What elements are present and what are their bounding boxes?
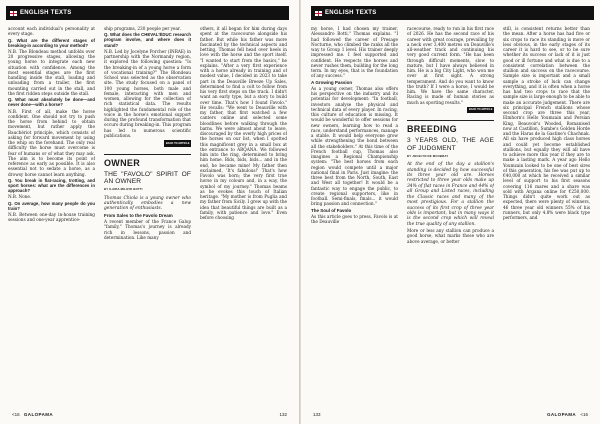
uk-flag-icon [10,11,17,16]
subheading: From Sales to the Favolo Dream [104,212,173,218]
interview-answer: N.B. None. [8,194,32,200]
section-title-breeding: BREEDING [407,124,457,135]
article-intro: At the end of the day a stallion's standing is decided by how successful its three year old are. Horses restricted to three year olds make up 34% of flat races in France and 44% of all Group and Listed races, including the Classic races and many of the most prestigious. For a stallion the success of its first crop of three year olds is important, but in many ways it is the second crop which will reveal the true quality of any stallion. [407,162,494,227]
paragraph: As this article goes to press, Favolo is at the Deauville [311,213,398,224]
interview-answer: N.B. Between one-day in-house training sessions and one-year apprentice- [8,212,95,223]
right-header-bar [311,6,594,20]
right-footer-tag: <16 [580,412,588,417]
subheading: A Growing Passion [311,79,353,85]
section-title-owner: OWNER [104,157,140,168]
interview-question: Q. You break in flat-racing, trotting, and sport horses: what are the differences in approach? [8,177,95,194]
left-header-bar [6,6,289,20]
paragraph: A recent member of the France Galop "family," Thomas's journey is already rich in lessons, passion and determination. Like many [104,219,191,240]
interview-answer: N.B. Led by Jocelyne Porcher (INRAE) in partnership with the Normandy region, it explored the following question: "Is the breaking-in of a young horse a form of vocational training?" The Blondeau School was selected as the observation site. The study focused on a panel of 100 young horses, both male and female, interacting with men and women, allowing for the collection of rich statistical data. The results highlighted the fundamental role of the voice in the horse's emotional support during the profound transformation that occurs during breaking-in. This program has led to numerous scientific publications. [104,48,191,138]
article-headline: THE "FAVOLO" SPIRIT OF AN OWNER [104,170,191,185]
right-page-column-3 [503,26,590,404]
article-byline: BY ILARIA MILIZIO BOTTI [104,187,143,192]
left-page-number: 132 [279,412,287,417]
subheading: The Soul of Favolo [311,207,352,213]
interview-answer: N.B. First of all, make the horse confident. One should not try to push the horse from behind to obtain movement, but rather apply the Bauchériot principle, which consists of asking for forward movement by using the whip on the forehand. The only real difficulty the horse must overcome is fear of humans or of what they may ask. The aim is to become its point of reference as early as possible. It is also essential not to sedate a horse, as a drowsy horse cannot learn anything. [8,108,95,177]
interview-question: Q. What must absolutely be done—and never done—with a horse? [8,97,95,108]
paragraph: racecourse, ready to run in his first race of 2026. He has the second race of his career with great courage, prevailing by a neck over 3,400 metres on Deauville's all-weather track and continuing his very good current form. "He has been through difficult moments, slow to mature, but I have always believed in him. He is a big City Light, who won me over at first sight. A strong temperament. And do you want to know the truth? If I were a horse, I would be him. We have the same character. Racing is made of human stories as much as sporting results." [407,26,494,105]
right-page-column-1 [311,26,398,404]
back-to-article-link[interactable]: BACK TO ARTICLE [468,108,493,112]
back-to-article-link[interactable]: BACK TO ARTICLE [165,141,190,145]
paragraph: account each individual's personality at every stage. [8,26,95,37]
right-page-number: 133 [313,412,321,417]
right-footer-logo: GALOPAMA [546,412,577,417]
right-header-label [315,10,377,16]
left-page-column-1 [8,26,95,404]
left-footer-tag: <16 [12,412,20,417]
article-headline: 3 YEARS OLD, THE AGE OF JUDGMENT [407,137,494,152]
paragraph: As a young owner, Thomas also offers his perspective on the industry and its potential for development: "In football, investors analyse the physical and technical data of every player. In racing, this culture of education is missing. It would be wonderful to offer sessions for new owners, learning how to read a race, understand performances, manage a stable. It would help everyone grow while strengthening the bond between all the stakeholders." At this time of the French football cup, Thomas also imagines a Regional Championship system: "The best horses from each region would compete until a major national final in Paris. Just imagine: the three best from the North, South, East and West all together! It would be a fantastic way to engage the public, to create regional supporters, like in football. Semi-finals, finals... it would bring passion and connection." [311,85,398,207]
paragraph: ship programs, 230 people per year. [104,26,181,31]
right-header-text: ENGLISH TEXTS [325,10,377,16]
interview-answer: N.B. The Blondeau method unfolds over 20 progressive stages, allowing the young horse to integrate each new situation with confidence. Among the most essential stages are the first handling inside the stall, loading and unloading from a trailer, the first mounting carried out in the stall, and the first ridden steps outside the stall. [8,48,95,96]
right-page-column-2 [407,26,494,404]
right-page [301,0,600,424]
interview-question: Q. On average, how many people do you train? [8,200,95,211]
paragraph: my horse, I had chosen my trainer, Alessandro Botti," Thomas explains. "I had followed the career of Presage Nocturne, who climbed the ranks all the way to Group 1 level. His trainer deeply impressed me. I feel supported and confident. He respects the horses and never rushes them, building for the long term. In my eyes, that is the foundation of any success." [311,26,398,79]
section-divider [407,120,494,121]
paragraph: others, it all began for him during days spent at the racecourse alongside his father. But while his father was more fascinated by the technical aspects and betting, Thomas fell head over heels in love with the horse and the sport itself. "I wanted to start from the basics," he explains. "After a very first experience with a horse already in training and of modest value, I decided in 2023 to take part in the Deauville Breeze Up Sales, determined to find a colt to follow from his very first steps on the track. I didn't want an early type, but a story to build over time. That's how I found Favolo." He recalls: "We went to Deauville with my father, that first watched a few canters online and selected some bloodlines before walking through the barns. We were almost about to leave, discouraged by the overly high prices of the horses on our list, when I spotted this magnificent grey in a small box at the entrance to ARQANA. We followed him into the ring, determined to bring him home. Bids, bids, bids... and in the end, he became mine! My father then exclaimed, 'It's fabulous!' That's how Favolo was born; the very first true horse in my colours and, in a way, the symbol of my journey." Thomas beams as he evokes this touch of Italian heritage. "My mother is from Puglia and my father from Sicily. I grew up with the idea that beautiful things are built as a family, with patience and love." Even before choosing [200,26,287,220]
left-page-column-2 [104,26,191,404]
interview-question: Q. What are the different stages of breaking-in according to your method? [8,37,95,48]
left-page [0,0,299,424]
article-intro: Thomas Chiola is a young owner who authentically embodies a new generation of enthusiasts. [104,195,191,212]
left-page-column-3 [200,26,287,404]
right-footer [547,412,588,417]
article-byline: BY JOCELYN DE MOUBRAY [407,154,449,158]
paragraph: More or less any stallion can produce a good horse, what marks those who are above average, or better [407,228,494,244]
left-footer [12,412,53,417]
section-divider [104,154,191,155]
interview-question: Q. What does the CHEVAL'ÉDUC research program involve, and where does it stand? [104,32,191,48]
paragraph: still, is consistent returns better than the mean. After a horse has had five or six crops to race its standing is more or less obvious, in the early stages of its career it is hard to see, or to be sure whether its success or lack of it is just good or ill fortune and what is due to a consistent correlation between the stallion and success on the racecourse. Sample size is important and a small sample a stroke of luck can change everything, and it is often when a horse has had two crops to race that the sample size is large enough to be able to make an accurate judgement. There are six principal French stallions whose second crop are three this year, Elmhorn's Hello Youmzain and Persian King, Beauvoir's Wooded, Romanised now at Castillon, Sumbe's Golden Horde and the Haras de la Gastine's Chachnak. All six have produced high class horses and could yet become established stallions, but equally they will all have to achieve more this year if they are to make a lasting mark. A year ago Hello Youmzain looked to be one of best sires of this generation, his fee was put up to €40,000 at which he received a similar level of support to his first seasons covering 116 mares and a share was sold with Argana online for €250,000. Things didn't quite work out as expected, there were plenty of winners, 46 three year old winners 55% of his runners, but only 4.8% were black type performers, and [503,26,590,220]
left-header-text: ENGLISH TEXTS [20,10,72,16]
left-header-label [10,10,72,16]
left-footer-logo: GALOPAMA [23,412,54,417]
uk-flag-icon [315,11,322,16]
